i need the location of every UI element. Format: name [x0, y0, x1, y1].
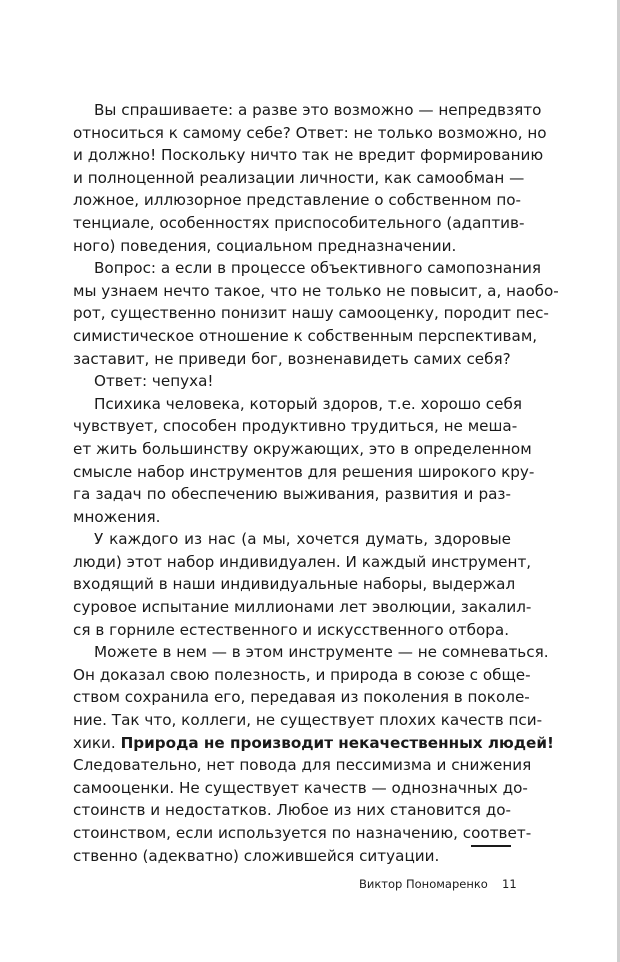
- text-segment: Вопрос: а если в процессе объективного самопознания: [94, 259, 542, 278]
- text-line: [73, 573, 516, 596]
- text-segment: мы узнаем нечто такое, что не только не повысит, а, наобо-: [73, 281, 559, 300]
- text-line: [73, 415, 518, 438]
- text-segment: заставит, не приведи бог, возненавидеть самих себя?: [73, 349, 511, 368]
- text-line: [73, 325, 538, 348]
- body-text: [73, 99, 559, 867]
- text-segment: относиться к самому себе? Ответ: не только возможно, но: [73, 123, 547, 142]
- text-segment: и должно! Поскольку ничто так не вредит формированию: [73, 146, 544, 165]
- text-segment: хики.: [73, 733, 121, 752]
- text-segment: тенциале, особенностях приспособительного (адаптив-: [73, 213, 525, 232]
- text-segment: множения.: [73, 507, 161, 526]
- text-segment: симистическое отношение к собственным перспективам,: [73, 326, 538, 345]
- text-segment: Можете в нем — в этом инструменте — не сомневаться.: [94, 643, 549, 662]
- text-line: [73, 370, 511, 393]
- text-line: [73, 235, 511, 258]
- text-line: [73, 777, 528, 800]
- text-line: [73, 551, 532, 574]
- text-segment: Он доказал свою полезность, и природа в союзе с обще-: [73, 665, 531, 684]
- text-segment: ние. Так что, коллеги, не существует плохих качеств пси-: [73, 711, 543, 730]
- text-segment: рот, существенно понизит нашу самооценку, породит пес-: [73, 304, 549, 323]
- text-segment: самооценки. Не существует качеств — однозначных до-: [73, 778, 528, 797]
- text-segment: ственно (адекватно) сложившейся ситуации.: [73, 846, 440, 865]
- text-segment: чувствует, способен продуктивно трудиться, не меша-: [73, 417, 518, 436]
- footer-rule: [471, 845, 511, 847]
- text-line: [73, 845, 511, 868]
- text-line: [73, 189, 522, 212]
- text-line: [73, 257, 542, 280]
- text-segment: люди) этот набор индивидуален. И каждый инструмент,: [73, 552, 532, 571]
- footer-author: Виктор Пономаренко: [359, 877, 488, 891]
- text-line: [73, 619, 511, 642]
- text-segment: входящий в наши индивидуальные наборы, выдержал: [73, 575, 516, 594]
- text-segment: га задач по обеспечению выживания, развития и раз-: [73, 485, 511, 504]
- text-segment: Психика человека, который здоров, т.е. хорошо себя: [94, 394, 522, 413]
- text-segment: ся в горниле естественного и искусственного отбора.: [73, 620, 510, 639]
- text-line: [73, 212, 525, 235]
- bold-text-segment: Природа не производит некачественных людей!: [120, 733, 554, 752]
- text-segment: ложное, иллюзорное представление о собственном по-: [73, 191, 522, 210]
- text-segment: ством сохранила его, передавая из поколения в поколе-: [73, 688, 530, 707]
- text-line: [73, 641, 549, 664]
- text-line: [73, 799, 511, 822]
- text-line: [73, 483, 511, 506]
- text-segment: и полноценной реализации личности, как самообман —: [73, 168, 525, 187]
- text-segment: ет жить большинству окружающих, это в определенном: [73, 439, 532, 458]
- text-line: [73, 438, 532, 461]
- text-segment: Ответ: чепуха!: [94, 372, 214, 391]
- page-number: 11: [502, 877, 517, 891]
- text-line: [73, 506, 511, 529]
- text-line: [73, 393, 522, 416]
- text-line: [73, 167, 525, 190]
- text-line: [73, 122, 547, 145]
- text-line: [73, 302, 549, 325]
- text-line: [73, 686, 530, 709]
- text-line: [73, 461, 535, 484]
- text-line: [73, 709, 543, 732]
- text-line: [73, 754, 532, 777]
- text-segment: стоинств и недостатков. Любое из них становится до-: [73, 801, 511, 820]
- text-line: [73, 822, 532, 845]
- text-line: [73, 280, 559, 303]
- text-line: [73, 596, 532, 619]
- text-segment: Следовательно, нет повода для пессимизма и снижения: [73, 756, 532, 775]
- text-line: [73, 99, 542, 122]
- text-line: [73, 348, 511, 371]
- text-segment: Вы спрашиваете: а разве это возможно — непредвзято: [94, 101, 542, 119]
- text-segment: У каждого из нас (а мы, хочется думать, здоровые: [94, 530, 511, 549]
- text-segment: суровое испытание миллионами лет эволюции, закалил-: [73, 598, 532, 617]
- text-segment: ного) поведения, социальном предназначении.: [73, 236, 457, 255]
- text-line: [73, 732, 554, 755]
- text-line: [73, 664, 531, 687]
- text-line: [73, 144, 544, 167]
- text-segment: стоинством, если используется по назначению, соответ-: [73, 824, 532, 842]
- text-line: [73, 528, 511, 551]
- text-segment: смысле набор инструментов для решения широкого кру-: [73, 462, 535, 481]
